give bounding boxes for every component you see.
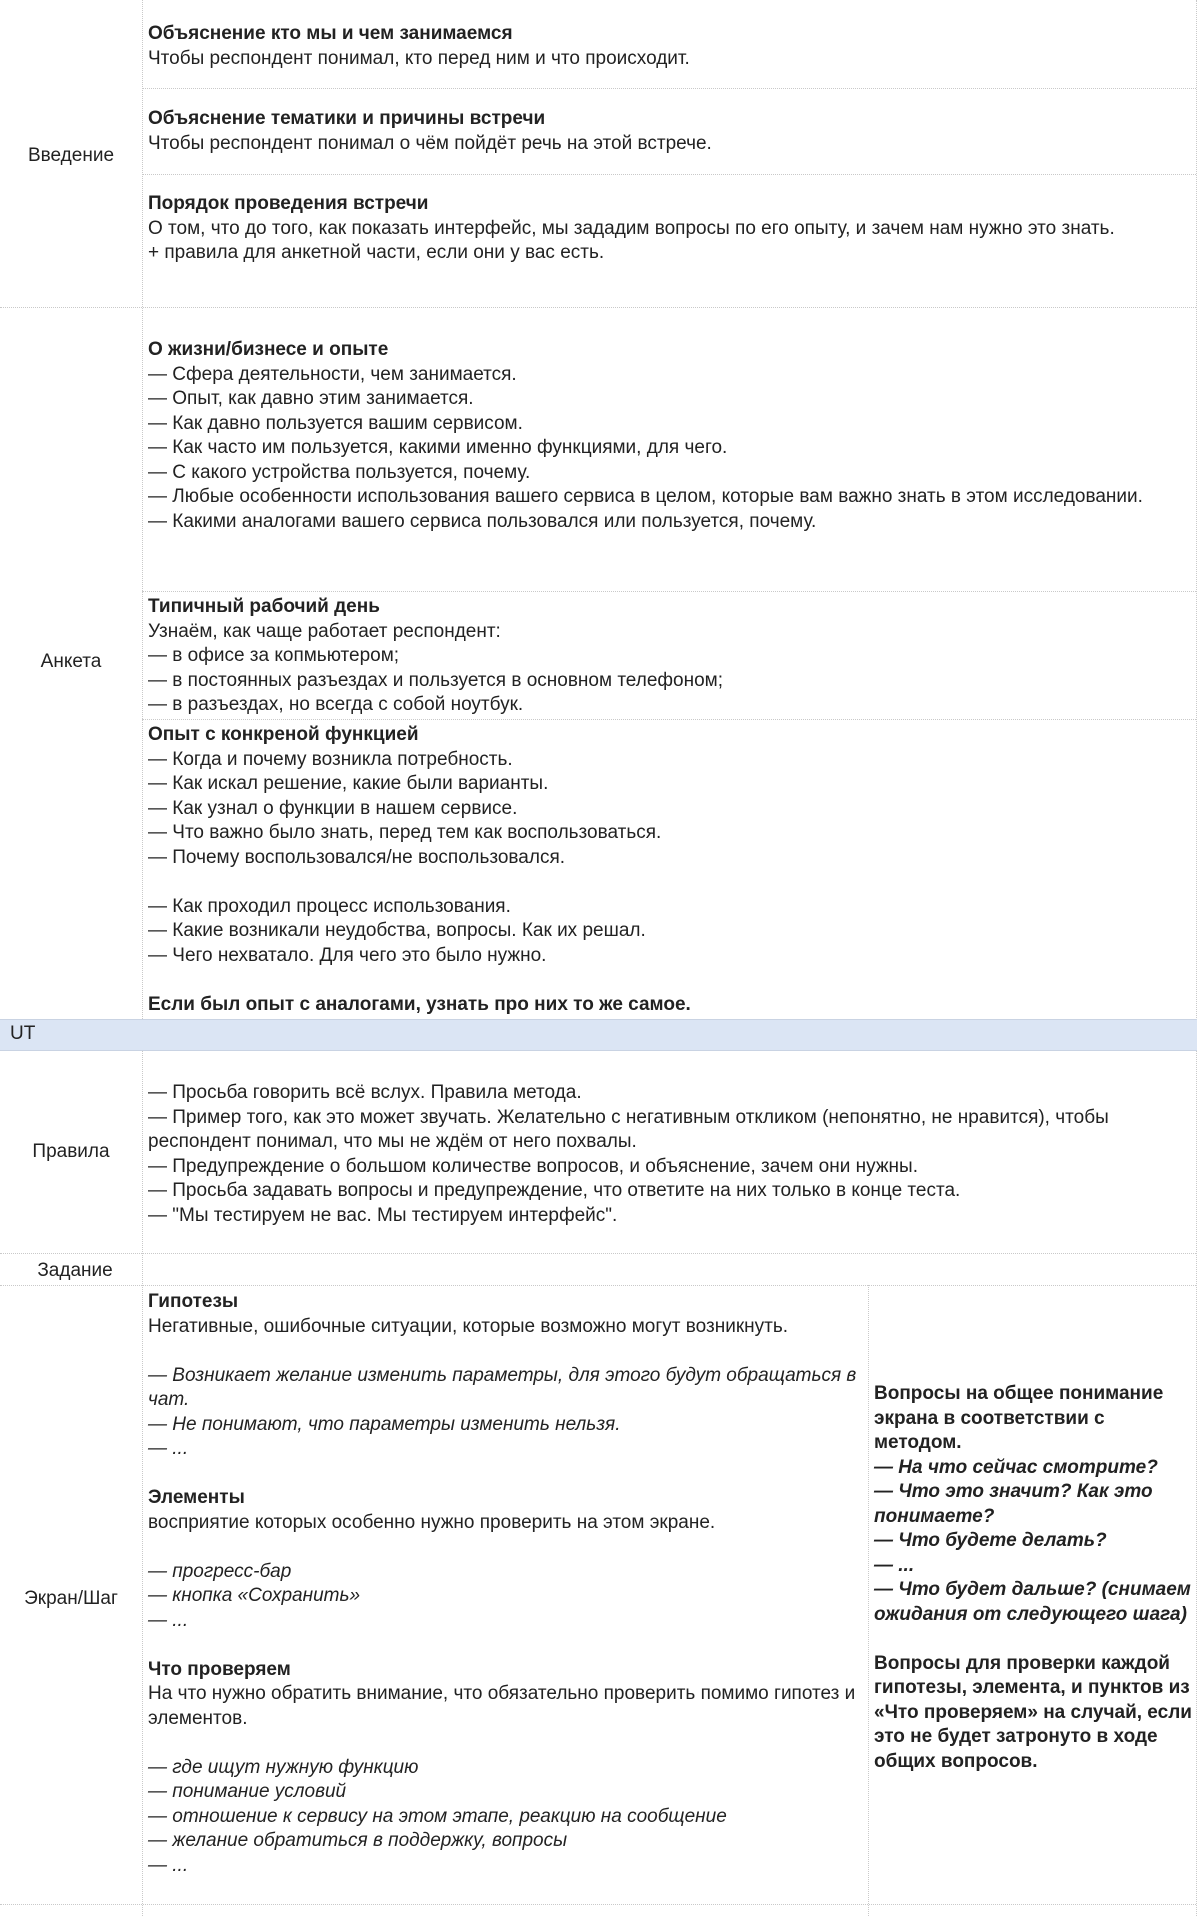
- item-title: Типичный рабочий день: [148, 596, 380, 617]
- item-text: Чтобы респондент понимал о чём пойдёт речь на этой встрече.: [148, 132, 712, 154]
- item-title: Объяснение кто мы и чем занимаемся: [148, 23, 513, 44]
- item-text: — Когда и почему возникла потребность. — Как искал решение, какие были варианты. — Как узнал о функции в нашем сервисе. — Что важно было знать, перед тем как воспользоваться. — Почему воспользовался/не воспользовался. — Как проходил процесс использования. — Какие возникали неудобства, вопросы. Как их решал. — Чего нехватало. Для чего это было нужно.: [148, 748, 662, 966]
- intro-item-who-we-are: [148, 22, 1188, 71]
- screen-main-content: [148, 1290, 860, 1878]
- row-divider: [0, 1253, 1196, 1254]
- checks-examples: — где ищут нужную функцию — понимание условий — отношение к сервису на этом этапе, реакцию на сообщение — желание обратиться в поддержку, вопросы — ...: [148, 1756, 727, 1876]
- ut-section-band: [0, 1019, 1197, 1051]
- item-text: — Сфера деятельности, чем занимается. — Опыт, как давно этим занимается. — Как давно пользуется вашим сервисом. — Как часто им пользуется, какими именно функциями, для чего. — С какого устройства пользуется, почему. — Любые особенности использования вашего сервиса в целом, которые вам важно знать в этом исследовании. — Какими аналогами вашего сервиса пользовался или пользуется, почему.: [148, 363, 1143, 532]
- survey-item-feature-experience: [148, 723, 1188, 1017]
- intro-item-meeting-order: [148, 192, 1188, 266]
- check-questions-text: Вопросы для проверки каждой гипотезы, элемента, и пунктов из «Что проверяем» на случай, если это не будет затронуто в ходе общих вопросов.: [874, 1652, 1198, 1772]
- elements-text: восприятие которых особенно нужно проверить на этом экране.: [148, 1511, 716, 1533]
- item-text: Чтобы респондент понимал, кто перед ним и что происходит.: [148, 47, 690, 69]
- column-divider: [868, 1285, 869, 1916]
- item-text: О том, что до того, как показать интерфейс, мы зададим вопросы по его опыту, и зачем нам нужно это знать. + правила для анкетной части, если они у вас есть.: [148, 217, 1115, 263]
- column-divider: [142, 0, 143, 1019]
- section-label-survey: Анкета: [40, 651, 102, 672]
- section-label-intro: Введение: [27, 145, 115, 166]
- section-label-screen: Экран/Шаг: [24, 1588, 118, 1609]
- row-divider: [0, 1285, 1196, 1286]
- item-text: Узнаём, как чаще работает респондент: — в офисе за копмьютером; — в постоянных разъездах и пользуется в основном телефоном; — в разъездах, но всегда с собой ноутбук.: [148, 620, 724, 715]
- intro-item-topic: [148, 107, 1188, 156]
- hypotheses-examples: — Возникает желание изменить параметры, для этого будут обращаться в чат. — Не понимают, что параметры изменить нельзя. — ...: [148, 1364, 857, 1459]
- item-title: Объяснение тематики и причины встречи: [148, 108, 546, 129]
- hypotheses-title: Гипотезы: [148, 1291, 239, 1312]
- item-footer: Если был опыт с аналогами, узнать про них то же самое.: [148, 993, 691, 1015]
- row-divider: [142, 719, 1196, 720]
- elements-examples: — прогресс-бар — кнопка «Сохранить» — ...: [148, 1560, 361, 1631]
- general-questions-list: — На что сейчас смотрите? — Что это значит? Как это понимаете? — Что будете делать? — ... — Что будет дальше? (снимаем ожидания от следующего шага): [874, 1456, 1191, 1625]
- section-label-ut: UT: [10, 1023, 36, 1044]
- column-divider: [142, 1051, 143, 1916]
- section-label-task: Задание: [37, 1260, 113, 1281]
- survey-item-workday: [148, 595, 1188, 718]
- screen-side-questions: [874, 1382, 1198, 1774]
- table-right-border: [1196, 0, 1197, 1916]
- row-divider: [142, 174, 1196, 175]
- survey-item-life-experience: [148, 338, 1188, 534]
- table-bottom-border: [0, 1904, 1196, 1905]
- item-title: О жизни/бизнесе и опыте: [148, 339, 389, 360]
- elements-title: Элементы: [148, 1487, 245, 1508]
- checks-title: Что проверяем: [148, 1658, 291, 1680]
- checks-text: На что нужно обратить внимание, что обязательно проверить помимо гипотез и элементов.: [148, 1683, 861, 1729]
- rules-content: [148, 1081, 1188, 1228]
- rules-text: — Просьба говорить всё вслух. Правила метода. — Пример того, как это может звучать. Желательно с негативным откликом (непонятно, не нравится), чтобы респондент понимал, что мы не ждём от него похвалы. — Предупреждение о большом количестве вопросов, и объяснение, зачем они нужны. — Просьба задавать вопросы и предупреждение, что ответите на них только в конце теста. — "Мы тестируем не вас. Мы тестируем интерфейс".: [148, 1082, 1109, 1226]
- row-divider: [142, 88, 1196, 89]
- hypotheses-text: Негативные, ошибочные ситуации, которые возможно могут возникнуть.: [148, 1315, 789, 1337]
- item-title: Порядок проведения встречи: [148, 193, 429, 214]
- section-label-rules: Правила: [32, 1141, 110, 1162]
- item-title: Опыт с конкреной функцией: [148, 724, 419, 745]
- row-divider: [142, 591, 1196, 592]
- general-questions-title: Вопросы на общее понимание экрана в соответствии с методом.: [874, 1383, 1169, 1453]
- row-divider: [0, 307, 1196, 308]
